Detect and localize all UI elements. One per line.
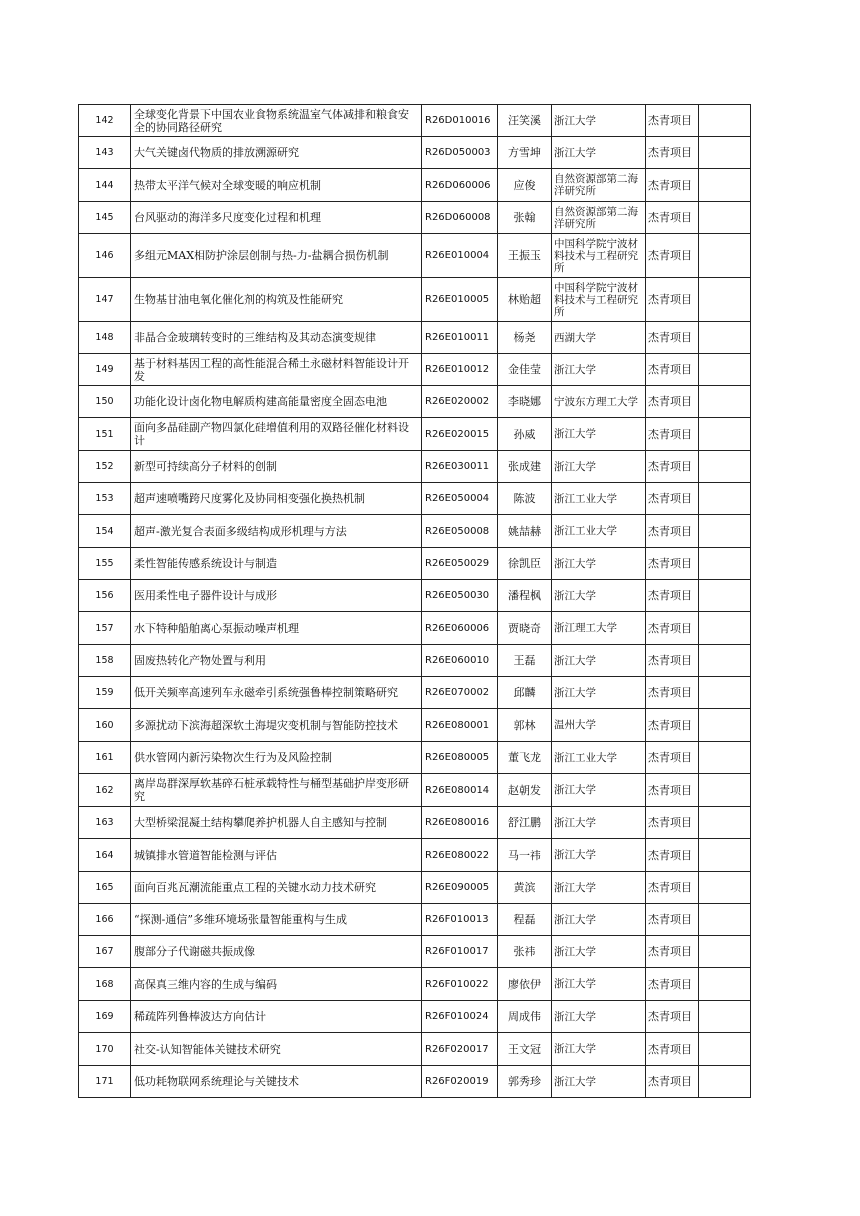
project-code: R26E050008 bbox=[422, 515, 498, 548]
project-code: R26E080005 bbox=[422, 742, 498, 774]
project-title: 城镇排水管道智能检测与评估 bbox=[131, 839, 422, 872]
project-title: 稀疏阵列鲁棒波达方向估计 bbox=[131, 1001, 422, 1033]
project-code: R26E010011 bbox=[422, 322, 498, 354]
project-type: 杰青项目 bbox=[646, 1033, 699, 1066]
institution: 浙江大学 bbox=[552, 839, 646, 872]
table-row bbox=[79, 418, 751, 451]
project-title: 热带太平洋气候对全球变暖的响应机制 bbox=[131, 169, 422, 202]
project-title: 固废热转化产物处置与利用 bbox=[131, 645, 422, 677]
institution: 温州大学 bbox=[552, 709, 646, 742]
project-type: 杰青项目 bbox=[646, 580, 699, 612]
remark-cell bbox=[699, 904, 751, 936]
project-type: 杰青项目 bbox=[646, 936, 699, 968]
remark-cell bbox=[699, 278, 751, 322]
project-type: 杰青项目 bbox=[646, 105, 699, 137]
applicant-name: 郭秀珍 bbox=[498, 1066, 552, 1098]
project-code: R26F010022 bbox=[422, 968, 498, 1001]
row-number: 160 bbox=[79, 709, 131, 742]
project-title: 腹部分子代谢磁共振成像 bbox=[131, 936, 422, 968]
project-code: R26E050004 bbox=[422, 483, 498, 515]
row-number: 148 bbox=[79, 322, 131, 354]
remark-cell bbox=[699, 872, 751, 904]
project-type: 杰青项目 bbox=[646, 742, 699, 774]
remark-cell bbox=[699, 1001, 751, 1033]
project-type: 杰青项目 bbox=[646, 451, 699, 483]
project-code: R26E010005 bbox=[422, 278, 498, 322]
project-type: 杰青项目 bbox=[646, 839, 699, 872]
row-number: 152 bbox=[79, 451, 131, 483]
institution: 浙江大学 bbox=[552, 418, 646, 451]
remark-cell bbox=[699, 515, 751, 548]
applicant-name: 张翰 bbox=[498, 202, 552, 234]
remark-cell bbox=[699, 839, 751, 872]
remark-cell bbox=[699, 137, 751, 169]
project-type: 杰青项目 bbox=[646, 904, 699, 936]
applicant-name: 贾晓奇 bbox=[498, 612, 552, 645]
project-type: 杰青项目 bbox=[646, 968, 699, 1001]
project-title: 柔性智能传感系统设计与制造 bbox=[131, 548, 422, 580]
institution: 浙江大学 bbox=[552, 1033, 646, 1066]
table-row bbox=[79, 936, 751, 968]
project-code: R26F010024 bbox=[422, 1001, 498, 1033]
table-row bbox=[79, 1033, 751, 1066]
applicant-name: 王磊 bbox=[498, 645, 552, 677]
project-title: 非晶合金玻璃转变时的三维结构及其动态演变规律 bbox=[131, 322, 422, 354]
project-code: R26D050003 bbox=[422, 137, 498, 169]
institution: 自然资源部第二海洋研究所 bbox=[552, 202, 646, 234]
project-code: R26D060008 bbox=[422, 202, 498, 234]
project-type: 杰青项目 bbox=[646, 386, 699, 418]
project-code: R26E010012 bbox=[422, 354, 498, 386]
project-type: 杰青项目 bbox=[646, 322, 699, 354]
row-number: 170 bbox=[79, 1033, 131, 1066]
project-title: 全球变化背景下中国农业食物系统温室气体减排和粮食安全的协同路径研究 bbox=[131, 105, 422, 137]
row-number: 157 bbox=[79, 612, 131, 645]
row-number: 143 bbox=[79, 137, 131, 169]
project-type: 杰青项目 bbox=[646, 677, 699, 709]
institution: 浙江大学 bbox=[552, 137, 646, 169]
applicant-name: 程磊 bbox=[498, 904, 552, 936]
table-row bbox=[79, 105, 751, 137]
institution: 浙江大学 bbox=[552, 451, 646, 483]
table-row bbox=[79, 234, 751, 278]
remark-cell bbox=[699, 645, 751, 677]
row-number: 156 bbox=[79, 580, 131, 612]
project-title: 低开关频率高速列车永磁牵引系统强鲁棒控制策略研究 bbox=[131, 677, 422, 709]
table-row bbox=[79, 872, 751, 904]
remark-cell bbox=[699, 580, 751, 612]
project-type: 杰青项目 bbox=[646, 418, 699, 451]
project-code: R26E080016 bbox=[422, 807, 498, 839]
table-row bbox=[79, 451, 751, 483]
project-code: R26F010017 bbox=[422, 936, 498, 968]
row-number: 167 bbox=[79, 936, 131, 968]
remark-cell bbox=[699, 807, 751, 839]
applicant-name: 邱麟 bbox=[498, 677, 552, 709]
institution: 浙江大学 bbox=[552, 580, 646, 612]
applicant-name: 周成伟 bbox=[498, 1001, 552, 1033]
applicant-name: 王振玉 bbox=[498, 234, 552, 278]
institution: 浙江工业大学 bbox=[552, 515, 646, 548]
table-row bbox=[79, 709, 751, 742]
row-number: 158 bbox=[79, 645, 131, 677]
applicant-name: 潘程枫 bbox=[498, 580, 552, 612]
table-body bbox=[79, 105, 751, 1098]
project-code: R26F020019 bbox=[422, 1066, 498, 1098]
institution: 浙江工业大学 bbox=[552, 483, 646, 515]
project-table bbox=[78, 104, 751, 1098]
row-number: 164 bbox=[79, 839, 131, 872]
project-type: 杰青项目 bbox=[646, 612, 699, 645]
row-number: 162 bbox=[79, 774, 131, 807]
remark-cell bbox=[699, 774, 751, 807]
table-row bbox=[79, 774, 751, 807]
table-row bbox=[79, 1066, 751, 1098]
project-code: R26E090005 bbox=[422, 872, 498, 904]
project-code: R26E050030 bbox=[422, 580, 498, 612]
table-row bbox=[79, 839, 751, 872]
project-code: R26E050029 bbox=[422, 548, 498, 580]
remark-cell bbox=[699, 742, 751, 774]
remark-cell bbox=[699, 936, 751, 968]
applicant-name: 王文冠 bbox=[498, 1033, 552, 1066]
project-code: R26F020017 bbox=[422, 1033, 498, 1066]
institution: 自然资源部第二海洋研究所 bbox=[552, 169, 646, 202]
row-number: 165 bbox=[79, 872, 131, 904]
project-title: 面向百兆瓦潮流能重点工程的关键水动力技术研究 bbox=[131, 872, 422, 904]
institution: 中国科学院宁波材料技术与工程研究所 bbox=[552, 278, 646, 322]
remark-cell bbox=[699, 548, 751, 580]
institution: 浙江大学 bbox=[552, 1066, 646, 1098]
institution: 浙江大学 bbox=[552, 548, 646, 580]
project-title: 基于材料基因工程的高性能混合稀土永磁材料智能设计开发 bbox=[131, 354, 422, 386]
project-title: 大气关键卤代物质的排放溯源研究 bbox=[131, 137, 422, 169]
institution: 浙江大学 bbox=[552, 354, 646, 386]
row-number: 149 bbox=[79, 354, 131, 386]
table-row bbox=[79, 483, 751, 515]
applicant-name: 杨尧 bbox=[498, 322, 552, 354]
applicant-name: 董飞龙 bbox=[498, 742, 552, 774]
remark-cell bbox=[699, 968, 751, 1001]
institution: 宁波东方理工大学 bbox=[552, 386, 646, 418]
table-row bbox=[79, 968, 751, 1001]
remark-cell bbox=[699, 322, 751, 354]
applicant-name: 方雪坤 bbox=[498, 137, 552, 169]
table-row bbox=[79, 278, 751, 322]
project-type: 杰青项目 bbox=[646, 515, 699, 548]
row-number: 169 bbox=[79, 1001, 131, 1033]
project-title: “探测-通信”多维环境场张量智能重构与生成 bbox=[131, 904, 422, 936]
applicant-name: 黄滨 bbox=[498, 872, 552, 904]
project-title: 低功耗物联网系统理论与关键技术 bbox=[131, 1066, 422, 1098]
table-row bbox=[79, 322, 751, 354]
applicant-name: 汪笑溪 bbox=[498, 105, 552, 137]
table-row bbox=[79, 1001, 751, 1033]
project-code: R26D010016 bbox=[422, 105, 498, 137]
project-type: 杰青项目 bbox=[646, 202, 699, 234]
remark-cell bbox=[699, 418, 751, 451]
row-number: 145 bbox=[79, 202, 131, 234]
row-number: 142 bbox=[79, 105, 131, 137]
table-row bbox=[79, 612, 751, 645]
remark-cell bbox=[699, 354, 751, 386]
institution: 浙江大学 bbox=[552, 105, 646, 137]
remark-cell bbox=[699, 234, 751, 278]
project-type: 杰青项目 bbox=[646, 774, 699, 807]
project-type: 杰青项目 bbox=[646, 872, 699, 904]
project-title: 新型可持续高分子材料的创制 bbox=[131, 451, 422, 483]
project-title: 供水管网内新污染物次生行为及风险控制 bbox=[131, 742, 422, 774]
applicant-name: 应俊 bbox=[498, 169, 552, 202]
project-code: R26E020015 bbox=[422, 418, 498, 451]
project-code: R26D060006 bbox=[422, 169, 498, 202]
remark-cell bbox=[699, 483, 751, 515]
row-number: 154 bbox=[79, 515, 131, 548]
remark-cell bbox=[699, 1066, 751, 1098]
institution: 浙江大学 bbox=[552, 1001, 646, 1033]
table-row bbox=[79, 202, 751, 234]
project-type: 杰青项目 bbox=[646, 1066, 699, 1098]
applicant-name: 廖依伊 bbox=[498, 968, 552, 1001]
table-row bbox=[79, 354, 751, 386]
institution: 浙江大学 bbox=[552, 774, 646, 807]
project-title: 社交-认知智能体关键技术研究 bbox=[131, 1033, 422, 1066]
project-title: 医用柔性电子器件设计与成形 bbox=[131, 580, 422, 612]
project-title: 离岸岛群深厚软基碎石桩承载特性与桶型基础护岸变形研究 bbox=[131, 774, 422, 807]
row-number: 168 bbox=[79, 968, 131, 1001]
project-type: 杰青项目 bbox=[646, 1001, 699, 1033]
project-code: R26E070002 bbox=[422, 677, 498, 709]
project-type: 杰青项目 bbox=[646, 483, 699, 515]
applicant-name: 马一祎 bbox=[498, 839, 552, 872]
project-code: R26E020002 bbox=[422, 386, 498, 418]
row-number: 153 bbox=[79, 483, 131, 515]
project-code: R26E080001 bbox=[422, 709, 498, 742]
institution: 西湖大学 bbox=[552, 322, 646, 354]
table-row bbox=[79, 742, 751, 774]
remark-cell bbox=[699, 386, 751, 418]
project-title: 多源扰动下滨海超深软土海堤灾变机制与智能防控技术 bbox=[131, 709, 422, 742]
institution: 浙江大学 bbox=[552, 936, 646, 968]
institution: 浙江理工大学 bbox=[552, 612, 646, 645]
remark-cell bbox=[699, 451, 751, 483]
applicant-name: 张成建 bbox=[498, 451, 552, 483]
applicant-name: 林贻超 bbox=[498, 278, 552, 322]
project-title: 高保真三维内容的生成与编码 bbox=[131, 968, 422, 1001]
project-type: 杰青项目 bbox=[646, 645, 699, 677]
table-row bbox=[79, 677, 751, 709]
applicant-name: 李晓娜 bbox=[498, 386, 552, 418]
remark-cell bbox=[699, 105, 751, 137]
institution: 浙江大学 bbox=[552, 968, 646, 1001]
institution: 浙江大学 bbox=[552, 807, 646, 839]
institution: 浙江大学 bbox=[552, 677, 646, 709]
institution: 中国科学院宁波材料技术与工程研究所 bbox=[552, 234, 646, 278]
row-number: 144 bbox=[79, 169, 131, 202]
institution: 浙江大学 bbox=[552, 645, 646, 677]
project-title: 大型桥梁混凝土结构攀爬养护机器人自主感知与控制 bbox=[131, 807, 422, 839]
table-row bbox=[79, 169, 751, 202]
row-number: 151 bbox=[79, 418, 131, 451]
table-row bbox=[79, 386, 751, 418]
table-row bbox=[79, 807, 751, 839]
applicant-name: 孙威 bbox=[498, 418, 552, 451]
project-code: R26E060010 bbox=[422, 645, 498, 677]
remark-cell bbox=[699, 709, 751, 742]
table-row bbox=[79, 515, 751, 548]
applicant-name: 陈波 bbox=[498, 483, 552, 515]
project-type: 杰青项目 bbox=[646, 137, 699, 169]
remark-cell bbox=[699, 612, 751, 645]
project-title: 水下特种船舶离心泵振动噪声机理 bbox=[131, 612, 422, 645]
institution: 浙江大学 bbox=[552, 904, 646, 936]
applicant-name: 赵朝发 bbox=[498, 774, 552, 807]
project-type: 杰青项目 bbox=[646, 354, 699, 386]
project-code: R26E030011 bbox=[422, 451, 498, 483]
remark-cell bbox=[699, 169, 751, 202]
applicant-name: 舒江鹏 bbox=[498, 807, 552, 839]
table-row bbox=[79, 580, 751, 612]
institution: 浙江大学 bbox=[552, 872, 646, 904]
row-number: 163 bbox=[79, 807, 131, 839]
applicant-name: 姚喆赫 bbox=[498, 515, 552, 548]
remark-cell bbox=[699, 677, 751, 709]
row-number: 171 bbox=[79, 1066, 131, 1098]
applicant-name: 张祎 bbox=[498, 936, 552, 968]
project-title: 多组元MAX相防护涂层创制与热-力-盐耦合损伤机制 bbox=[131, 234, 422, 278]
project-code: R26E080022 bbox=[422, 839, 498, 872]
project-code: R26E080014 bbox=[422, 774, 498, 807]
project-type: 杰青项目 bbox=[646, 807, 699, 839]
project-title: 生物基甘油电氧化催化剂的构筑及性能研究 bbox=[131, 278, 422, 322]
table-row bbox=[79, 548, 751, 580]
project-title: 超声-激光复合表面多级结构成形机理与方法 bbox=[131, 515, 422, 548]
project-code: R26E010004 bbox=[422, 234, 498, 278]
project-code: R26E060006 bbox=[422, 612, 498, 645]
project-type: 杰青项目 bbox=[646, 709, 699, 742]
project-title: 超声速喷嘴跨尺度雾化及协同相变强化换热机制 bbox=[131, 483, 422, 515]
table-row bbox=[79, 645, 751, 677]
remark-cell bbox=[699, 1033, 751, 1066]
project-type: 杰青项目 bbox=[646, 278, 699, 322]
remark-cell bbox=[699, 202, 751, 234]
row-number: 161 bbox=[79, 742, 131, 774]
row-number: 147 bbox=[79, 278, 131, 322]
row-number: 150 bbox=[79, 386, 131, 418]
row-number: 146 bbox=[79, 234, 131, 278]
project-title: 台风驱动的海洋多尺度变化过程和机理 bbox=[131, 202, 422, 234]
table-row bbox=[79, 904, 751, 936]
project-code: R26F010013 bbox=[422, 904, 498, 936]
project-title: 面向多晶硅副产物四氯化硅增值利用的双路径催化材料设计 bbox=[131, 418, 422, 451]
project-type: 杰青项目 bbox=[646, 548, 699, 580]
institution: 浙江工业大学 bbox=[552, 742, 646, 774]
project-title: 功能化设计卤化物电解质构建高能量密度全固态电池 bbox=[131, 386, 422, 418]
applicant-name: 郭林 bbox=[498, 709, 552, 742]
table-row bbox=[79, 137, 751, 169]
applicant-name: 金佳莹 bbox=[498, 354, 552, 386]
project-type: 杰青项目 bbox=[646, 234, 699, 278]
row-number: 155 bbox=[79, 548, 131, 580]
project-type: 杰青项目 bbox=[646, 169, 699, 202]
row-number: 159 bbox=[79, 677, 131, 709]
row-number: 166 bbox=[79, 904, 131, 936]
applicant-name: 徐凯臣 bbox=[498, 548, 552, 580]
